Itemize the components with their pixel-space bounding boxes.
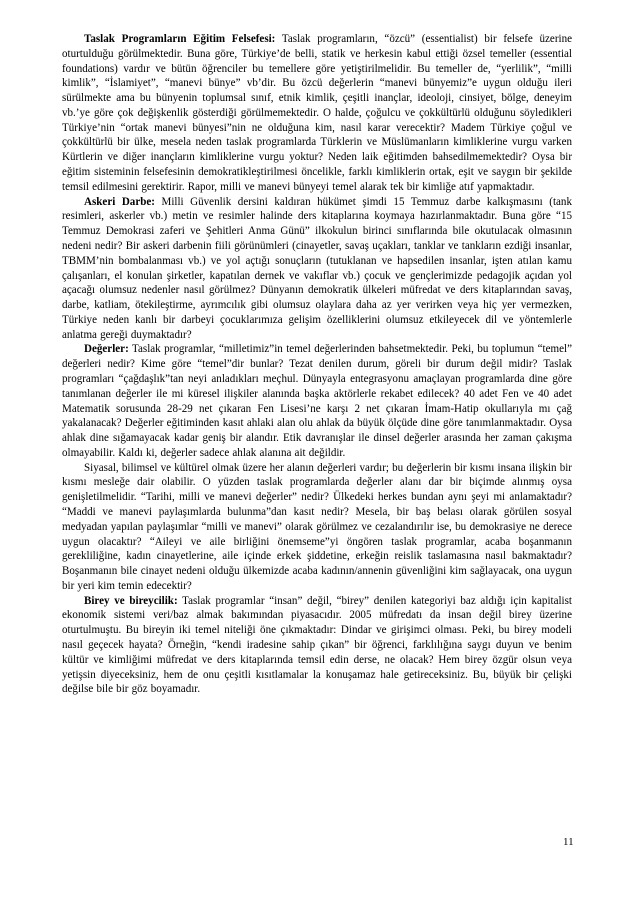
paragraph-values-continued	[62, 461, 572, 594]
paragraph-text: Taslak programların, “özcü” (essentialist) bir felsefe üzerine oturtulduğu görülmektedir. Buna göre, Türkiye’de belli, statik ve herkesin kabul ettiği özsel temeller (essential foundations) vardır ve bütün öğrenciler bu temellere göre yetiştirilmelidir. Bu temeller de, “yerlilik”, “milli kimlik”, “İslamiyet”, “manevi bünye” vb’dir. Bu özcü değerlerin “manevi bünyemiz”e uygun olduğu ileri sürülmekte ama bu bünyenin toplumsal sınıf, etnik kimlik, çeşitli inançlar, ideoloji, cinsiyet, bölge, deneyim vb.’ye göre çok değişkenlik gösterdiği görülmemektedir. O halde, çoğulcu ve çokkültürlü olduğunu söyledikleri Türkiye’nin “ortak manevi bünyesi”nin ne olduğuna kim, nasıl karar verecektir? Madem Türkiye çoğul ve çokkültürlü bir ülke, mesela neden taslak programlarda Türklerin ve Müslümanların kimliklerine vurgu varken Kürtlerin ve diğer inançların kimliklerine vurgu yoktur? Neden laik eğitimden bahsedilmemektedir? Oysa bir eğitim sisteminin felsefesinin demokratikleştirilmesi öncelikle, farklı kimliklerin ortak, eşit ve saygın bir şekilde temsil edilmesini gerektirir. Rapor, milli ve manevi bünyeyi temel alarak tek bir kimliğe atıf yapmaktadır.	[62, 33, 572, 193]
paragraph-individualism	[62, 594, 572, 697]
paragraph-heading: Değerler:	[84, 343, 129, 356]
paragraph-text: Siyasal, bilimsel ve kültürel olmak üzere her alanın değerleri vardır; bu değerlerin bir kısmı insana ilişkin bir kısmı mesleğe dair olabilir. O yüzden taslak programlarda değerler alanı dar bir biçimde alınmış oysa genişletilmelidir. “Tarihi, milli ve manevi değerler” nedir? Ülkedeki herkes bundan aynı şeyi mi anlamaktadır? “Maddi ve manevi paylaşımlarda bulunma”dan kasıt nedir? Mesela, bir baş belası olarak görülen sosyal medyadan yapılan paylaşımlar “milli ve manevi” olarak görülmez ve cezalandırılır ise, bu demokrasiye ne derece uygun olacaktır? “Aileyi ve aile birliğini önemseme”yi öngören taslak programlar, acaba boşanmanın gerekliliğine, kadın cinayetlerine, aile içinde erkek şiddetine, erkeğin reislik taslamasına nasıl bakmaktadır? Boşanmanın bile cinayet nedeni olduğu ülkemizde acaba kadının/annenin güvenliğini kim sağlayacak, ona uygun bir yeri kim temin edecektir?	[62, 461, 572, 592]
paragraph-military-coup	[62, 195, 572, 343]
paragraph-text: Taslak programlar, “milletimiz”in temel değerlerinden bahsetmektedir. Peki, bu toplumun “temel” değerleri nedir? Kime göre “temel”dir bunlar? Tezat denilen durum, göreli bir durum değil midir? Taslak programları “çağdaşlık”tan neyi anladıkları meçhul. Dünyayla entegrasyonu amaçlayan programlarda dine göre tanımlanan değerler ile mi küresel ilişkiler alanında başka aktörlerle rekabet edilecek? 40 adet Fen ve 40 adet Matematik sorusunda 28-29 net çıkaran Fen Lisesi’ne karşı 2 net çıkaran İmam-Hatip okullarıyla mı çağ yakalanacak? Değerler eğitiminden kasıt ahlaki alan olu ahlak da büyük ölçüde dine göre tanımlanmaktadır. Oysa ahlak dine sığamayacak kadar geniş bir alandır. Etik davranışlar ile dinsel değerler arasında her zaman çakışma olmayabilir. Kaldı ki, değerler sadece ahlak alanına ait değildir.	[62, 343, 572, 459]
paragraph-text: Taslak programlar “insan” değil, “birey” denilen kategoriyi baz aldığı için kapitalist ekonomik sistemi veri/baz almak bakımından piyasacıdır. 2005 müfredatı da insan değil birey üzerine oturtulmuştu. Bu bireyin iki temel niteliği öne çıkmaktadır: Dindar ve girişimci olması. Peki, bu birey modeli nasıl geçecek hayata? Örneğin, “kendi iradesine sahip çıkan” bir öğrenci, farklılığına saygı duyun ve benim kültür ve kimliğimi müfredat ve ders kitaplarında temsil edin derse, ne olacak? Hem birey özgür olsun veya yetişsin diyeceksiniz, hem de onu çeşitli kısıtlamalar la konuşamaz hale getireceksiniz. Bu, büyük bir çelişki değilse bile bir göz boyamadır.	[62, 594, 572, 696]
paragraph-heading: Askeri Darbe:	[84, 195, 155, 208]
paragraph-education-philosophy	[62, 32, 572, 195]
paragraph-heading: Taslak Programların Eğitim Felsefesi:	[84, 33, 276, 45]
document-body	[62, 32, 572, 697]
page-number: 11	[563, 836, 574, 848]
paragraph-text: Milli Güvenlik dersini kaldıran hükümet şimdi 15 Temmuz darbe kalkışmasını (tank resimleri, askerler vb.) metin ve resimler halinde ders kitaplarına koymaya hazırlanmaktadır. Buna göre “15 Temmuz Demokrasi zaferi ve Şehitleri Anma Günü” ilkokulun birinci sınıflarında bile okutulacak olmasının nedeni nedir? Bir askeri darbenin fiili görünümleri (cinayetler, savaş uçakları, tanklar ve tankların ezdiği insanlar, TBMM’nin bombalanması vb.) ve yol açtığı sonuçların (tutuklanan ve hapsedilen insanlar, işten atılan kamu çalışanları, el konulan şirketler, kapatılan dernek ve vakıflar vb.) çocuk ve gençlerimizde pedagojik açıdan yol açacağı olumsuz nedenler nasıl görülmez? Dünyanın demokratik ülkeleri müfredat ve ders kitaplarından savaş, darbe, katliam, ötekileştirme, ayrımcılık gibi olumsuz olaylara daha az yer verirken veya hiç yer vermezken, Türkiye neden kanlı bir darbeyi çocuklarımıza gelişim özelliklerini olumsuz etkileyecek dil ve yöntemlerle anlatma gereği duymaktadır?	[62, 195, 572, 341]
paragraph-values	[62, 342, 572, 460]
paragraph-heading: Birey ve bireycilik:	[84, 594, 178, 607]
